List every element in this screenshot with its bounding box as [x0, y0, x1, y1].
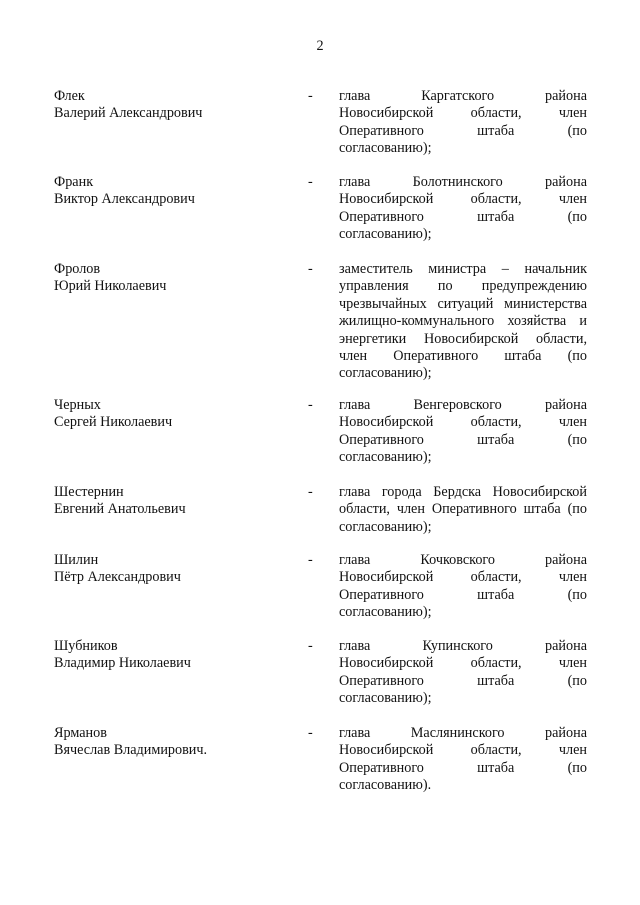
member-role [339, 88, 587, 158]
member-role-line: согласованию); [339, 365, 432, 382]
member-role [339, 725, 587, 795]
member-role-line: глава Каргатского района [339, 88, 587, 104]
member-role-line: глава Кочковского района [339, 552, 587, 568]
member-surname: Франк [54, 174, 94, 190]
member-role-line: Новосибирской области, член [339, 655, 587, 672]
page-number: 2 [316, 38, 324, 54]
member-role-line: согласованию); [339, 226, 432, 243]
member-role-line: заместитель министра – начальник [339, 261, 587, 277]
member-surname: Шестернин [54, 484, 124, 500]
member-role-line: Новосибирской области, член [339, 742, 587, 759]
member-role-line: Оперативного штаба (по [339, 586, 587, 603]
member-role-line: Оперативного штаба (по [339, 759, 587, 776]
member-role-line: согласованию); [339, 690, 432, 707]
separator-dash: - [308, 88, 313, 104]
member-role-line: Оперативного штаба (по [339, 122, 587, 139]
member-role-line: член Оперативного штаба (по [339, 348, 587, 365]
member-surname: Черных [54, 397, 101, 413]
separator-dash: - [308, 174, 313, 190]
member-role-line: энергетики Новосибирской области, [339, 330, 587, 347]
member-given-names: Виктор Александрович [54, 191, 195, 208]
member-surname: Флек [54, 88, 85, 104]
member-role [339, 638, 587, 708]
member-role-line: согласованию); [339, 449, 432, 466]
member-given-names: Евгений Анатольевич [54, 501, 186, 518]
separator-dash: - [308, 397, 313, 413]
member-role-line: Оперативного штаба (по [339, 672, 587, 689]
member-given-names: Валерий Александрович [54, 105, 203, 122]
separator-dash: - [308, 552, 313, 568]
member-role-line: жилищно-коммунального хозяйства и [339, 313, 587, 330]
member-role-line: глава города Бердска Новосибирской [339, 484, 587, 500]
member-surname: Ярманов [54, 725, 107, 741]
member-role-line: глава Маслянинского района [339, 725, 587, 741]
separator-dash: - [308, 638, 313, 654]
member-given-names: Пётр Александрович [54, 569, 181, 586]
member-role-line: Оперативного штаба (по [339, 431, 587, 448]
member-given-names: Вячеслав Владимирович. [54, 742, 208, 759]
member-role-line: Новосибирской области, член [339, 569, 587, 586]
member-given-names: Владимир Николаевич [54, 655, 191, 672]
member-name [54, 261, 294, 296]
member-role-line: согласованию); [339, 140, 432, 157]
member-role [339, 552, 587, 622]
member-surname: Шубников [54, 638, 118, 654]
member-name [54, 638, 294, 673]
member-name [54, 397, 294, 432]
member-given-names: Юрий Николаевич [54, 278, 167, 295]
member-surname: Шилин [54, 552, 99, 568]
separator-dash: - [308, 484, 313, 500]
member-role-line: чрезвычайных ситуаций министерства [339, 295, 587, 312]
member-role-line: Новосибирской области, член [339, 191, 587, 208]
member-role-line: глава Венгеровского района [339, 397, 587, 413]
member-name [54, 484, 294, 519]
member-role-line: области, член Оперативного штаба (по [339, 501, 587, 518]
separator-dash: - [308, 725, 313, 741]
member-name [54, 725, 294, 760]
member-role-line: согласованию); [339, 604, 432, 621]
separator-dash: - [308, 261, 313, 277]
member-role [339, 174, 587, 244]
member-role-line: глава Купинского района [339, 638, 587, 654]
member-role-line: глава Болотнинского района [339, 174, 587, 190]
member-role [339, 397, 587, 467]
member-name [54, 88, 294, 123]
member-name [54, 174, 294, 209]
member-given-names: Сергей Николаевич [54, 414, 173, 431]
member-role-line: Новосибирской области, член [339, 105, 587, 122]
member-role-line: Оперативного штаба (по [339, 208, 587, 225]
member-role-line: управления по предупреждению [339, 278, 587, 295]
member-role-line: согласованию). [339, 777, 432, 794]
member-role [339, 484, 587, 536]
member-surname: Фролов [54, 261, 101, 277]
member-role [339, 261, 587, 383]
member-name [54, 552, 294, 587]
member-role-line: согласованию); [339, 518, 432, 535]
member-role-line: Новосибирской области, член [339, 414, 587, 431]
